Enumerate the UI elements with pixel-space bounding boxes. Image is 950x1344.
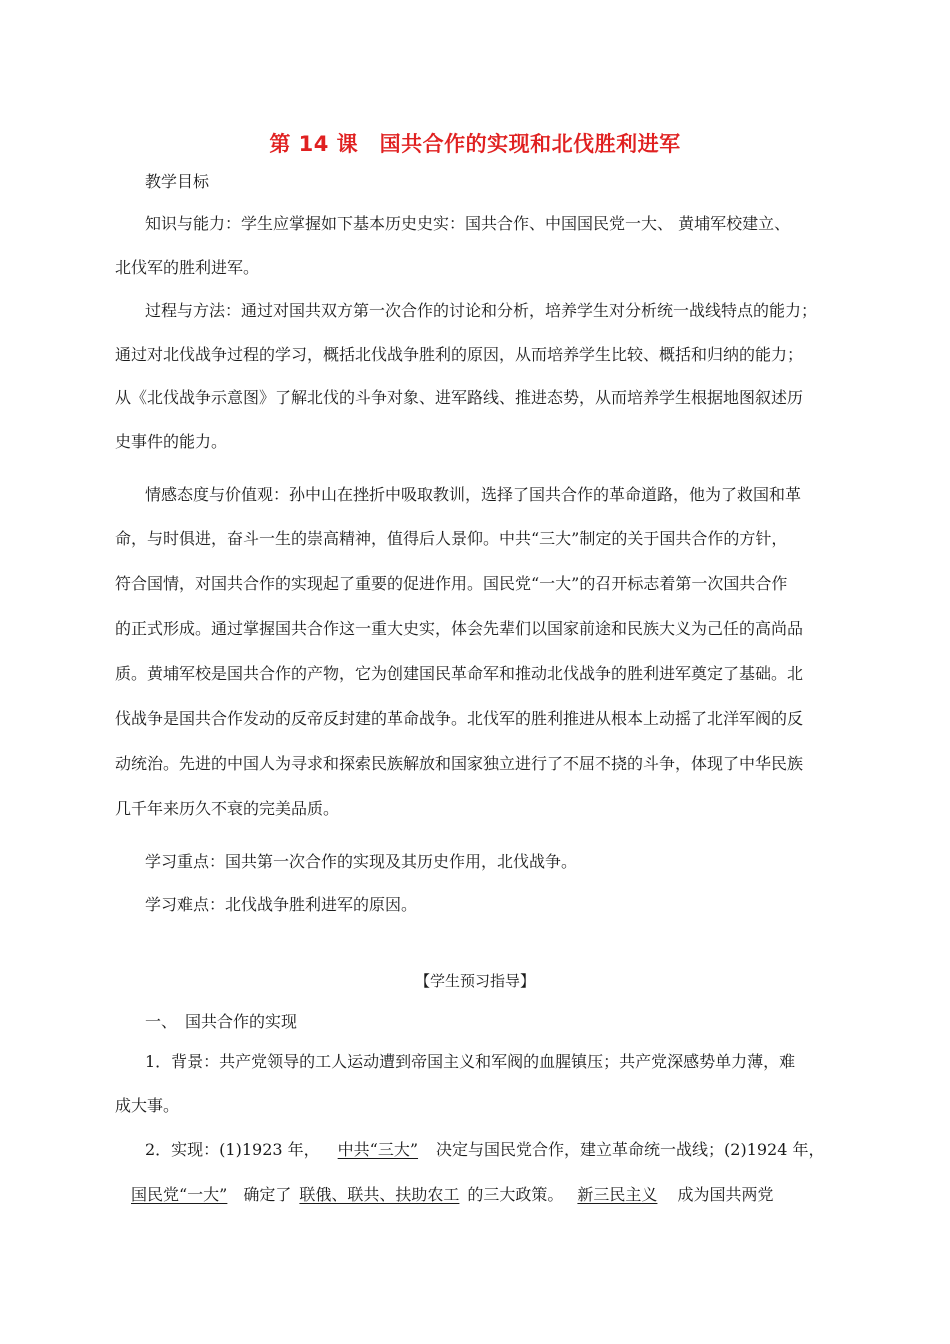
values-line-4: 的正式形成。通过掌握国共合作这一重大史实，体会先辈们以国家前途和民族大义为己任的高尚品	[115, 619, 804, 638]
process-line-4: 史事件的能力。	[115, 432, 228, 451]
fill-blank-4: 新三民主义	[577, 1185, 658, 1204]
item2-mid3: 的三大政策。	[467, 1185, 564, 1204]
values-line-2: 命，与时俱进，奋斗一生的崇高精神，值得后人景仰。中共“三大”制定的关于国共合作的方针，	[115, 529, 788, 548]
preview-heading: 【学生预习指导】	[414, 972, 535, 990]
item2-pre: 2．实现：(1)1923 年，	[145, 1140, 320, 1159]
fill-blank-1: 中共“三大”	[337, 1140, 419, 1159]
values-line-1: 情感态度与价值观：孙中山在挫折中吸取教训，选择了国共合作的革命道路，他为了救国和革	[145, 485, 802, 504]
item2-line-2	[115, 1184, 773, 1206]
values-line-7: 动统治。先进的中国人为寻求和探索民族解放和国家独立进行了不屈不挠的斗争，体现了中华民族	[115, 754, 804, 773]
item2-line-1	[145, 1139, 825, 1161]
process-line-1: 过程与方法：通过对国共双方第一次合作的讨论和分析，培养学生对分析统一战线特点的能力；	[145, 301, 818, 320]
values-line-5: 质。黄埔军校是国共合作的产物，它为创建国民革命军和推动北伐战争的胜利进军奠定了基础。北	[115, 664, 804, 683]
item1-line-2: 成大事。	[115, 1096, 180, 1115]
values-line-8: 几千年来历久不衰的完美品质。	[115, 799, 340, 818]
values-line-6: 伐战争是国共合作发动的反帝反封建的革命战争。北伐军的胜利推进从根本上动摇了北洋军阀的反	[115, 709, 804, 728]
key-point: 学习重点：国共第一次合作的实现及其历史作用，北伐战争。	[145, 852, 578, 871]
item2-mid2: 确定了	[243, 1185, 292, 1204]
item2-mid1: 决定与国民党合作，建立革命统一战线；(2)1924 年，	[436, 1140, 825, 1159]
knowledge-line-2: 北伐军的胜利进军。	[115, 258, 260, 277]
difficult-point: 学习难点：北伐战争胜利进军的原因。	[145, 895, 418, 914]
item1-line-1: 1．背景：共产党领导的工人运动遭到帝国主义和军阀的血腥镇压；共产党深感势单力薄，难	[145, 1052, 796, 1071]
item2-post: 成为国共两党	[677, 1185, 774, 1204]
values-line-3: 符合国情，对国共合作的实现起了重要的促进作用。国民党“一大”的召开标志着第一次国共合作	[115, 574, 788, 593]
process-line-3: 从《北伐战争示意图》了解北伐的斗争对象、进军路线、推进态势，从而培养学生根据地图叙述历	[115, 388, 804, 407]
section-heading-1: 一、 国共合作的实现	[145, 1012, 298, 1031]
lesson-title: 第 14 课 国共合作的实现和北伐胜利进军	[269, 132, 681, 156]
objectives-heading: 教学目标	[145, 172, 210, 191]
fill-blank-2: 国民党“一大”	[131, 1185, 228, 1204]
process-line-2: 通过对北伐战争过程的学习，概括北伐战争胜利的原因，从而培养学生比较、概括和归纳的能力；	[115, 345, 804, 364]
fill-blank-3: 联俄、联共、扶助农工	[299, 1185, 460, 1204]
knowledge-line-1: 知识与能力：学生应掌握如下基本历史史实：国共合作、中国国民党一大、 黄埔军校建立、	[145, 214, 791, 233]
